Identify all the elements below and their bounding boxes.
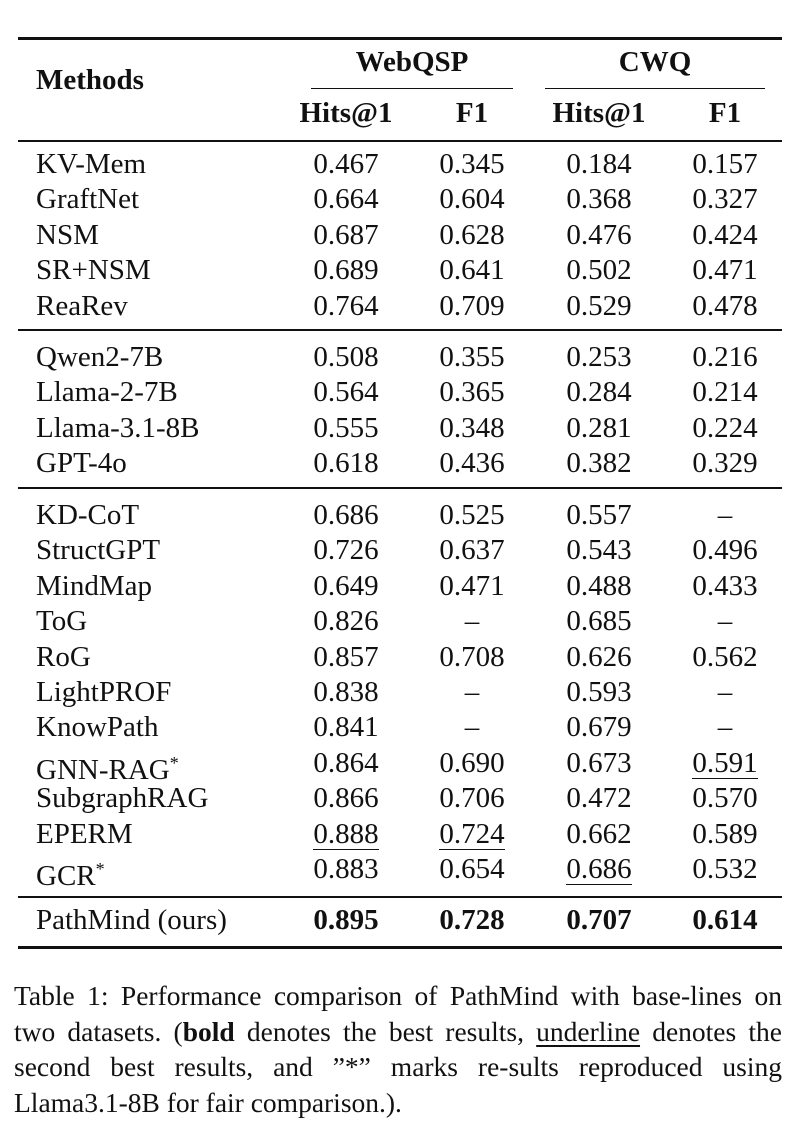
metric-value-text: 0.724: [439, 817, 505, 850]
metric-value: [665, 903, 785, 937]
metric-value: [665, 289, 785, 323]
metric-value: [539, 746, 659, 780]
metric-value: [286, 375, 406, 409]
metric-value-text: 0.562: [692, 640, 758, 673]
metric-value: [665, 253, 785, 287]
metric-header-cwq-hits1: Hits@1: [552, 97, 646, 129]
metric-value-text: 0.216: [692, 341, 758, 373]
metric-value-text: 0.589: [692, 817, 758, 850]
metric-value-text: 0.626: [566, 640, 632, 673]
metric-value-text: 0.570: [692, 782, 758, 815]
method-name: KD-CoT: [36, 499, 140, 531]
metric-value-text: 0.529: [566, 289, 632, 322]
metric-value: [665, 710, 785, 744]
method-name: SubgraphRAG: [36, 782, 209, 815]
metric-value-text: –: [717, 711, 733, 744]
metric-value: [539, 218, 659, 252]
metric-value-text: 0.641: [439, 254, 505, 287]
metric-value: [665, 533, 785, 567]
section-rule: [18, 487, 782, 489]
metric-value: [412, 375, 532, 409]
metric-value: [665, 182, 785, 216]
metric-value: [665, 446, 785, 480]
metric-value: [286, 147, 406, 181]
metric-value: [286, 675, 406, 709]
metric-value-text: 0.706: [439, 782, 505, 815]
metric-value-text: 0.708: [439, 640, 505, 673]
webqsp-cmidrule: [311, 88, 513, 89]
metric-value-text: 0.689: [313, 254, 379, 287]
metric-value-text: 0.686: [313, 499, 379, 531]
metric-value: [539, 533, 659, 567]
metric-value: [539, 253, 659, 287]
metric-value-text: 0.764: [313, 289, 379, 322]
metric-value: [539, 675, 659, 709]
metric-value-text: 0.895: [313, 904, 379, 936]
metric-value: [286, 253, 406, 287]
metric-value: [286, 411, 406, 445]
metric-value-text: 0.604: [439, 183, 505, 216]
metric-value-text: 0.471: [692, 254, 758, 287]
cwq-cmidrule: [545, 88, 765, 89]
metric-value-text: 0.543: [566, 534, 632, 567]
metric-value-text: 0.424: [692, 218, 758, 251]
metric-value-text: 0.628: [439, 218, 505, 251]
metric-value: [412, 640, 532, 674]
metric-value-text: 0.687: [313, 218, 379, 251]
method-name: ToG: [36, 605, 88, 638]
method-name: KnowPath: [36, 711, 159, 744]
metric-value-text: 0.508: [313, 341, 379, 373]
metric-value: [539, 640, 659, 674]
metric-value-text: 0.345: [439, 148, 505, 180]
metric-value-text: –: [717, 499, 733, 531]
metric-value-text: 0.857: [313, 640, 379, 673]
metric-value: [412, 182, 532, 216]
metric-value-text: 0.488: [566, 569, 632, 602]
metric-value-text: 0.348: [439, 411, 505, 444]
method-name: RoG: [36, 640, 91, 673]
metric-value-text: 0.726: [313, 534, 379, 567]
metric-value: [665, 746, 785, 780]
metric-value: [665, 852, 785, 886]
metric-value-text: 0.478: [692, 289, 758, 322]
results-table: [18, 0, 782, 950]
metric-header-webqsp-hits1: Hits@1: [299, 97, 393, 129]
metric-value-text: 0.649: [313, 569, 379, 602]
metric-value: [665, 569, 785, 603]
method-name: EPERM: [36, 817, 133, 850]
metric-value-text: 0.614: [692, 904, 758, 936]
method-name: Llama-3.1-8B: [36, 411, 200, 444]
metric-value: [286, 569, 406, 603]
section-rule: [18, 329, 782, 331]
metric-value: [539, 569, 659, 603]
metric-value: [412, 710, 532, 744]
caption-text-2: denotes the best results,: [234, 1015, 537, 1047]
metric-value: [539, 852, 659, 886]
method-name: KV-Mem: [36, 148, 147, 180]
metric-value: [539, 340, 659, 374]
metric-value: [539, 604, 659, 638]
caption-bold-word: bold: [182, 1015, 235, 1047]
metric-value-text: 0.284: [566, 376, 632, 409]
metric-value: [665, 781, 785, 815]
metric-value-text: 0.436: [439, 447, 505, 480]
method-name: LightPROF: [36, 676, 172, 708]
metric-value: [412, 289, 532, 323]
metric-value-text: 0.686: [566, 853, 632, 885]
metric-value: [286, 604, 406, 638]
metric-value-text: 0.281: [566, 411, 632, 444]
metric-value: [286, 182, 406, 216]
metric-value: [286, 498, 406, 532]
method-name: GCR*: [36, 859, 105, 892]
metric-value: [539, 446, 659, 480]
metric-value-text: 0.690: [439, 746, 505, 779]
metric-value: [412, 746, 532, 780]
metric-value-text: 0.557: [566, 499, 632, 531]
caption-underline-word: underline: [536, 1015, 641, 1047]
metric-value: [665, 147, 785, 181]
metric-value-text: 0.467: [313, 148, 379, 180]
metric-value: [665, 604, 785, 638]
method-name: ReaRev: [36, 289, 128, 322]
metric-value-text: 0.664: [313, 183, 379, 216]
metric-value: [286, 218, 406, 252]
table-caption: [14, 978, 782, 1120]
metric-value-text: 0.591: [692, 746, 758, 779]
metric-value: [665, 498, 785, 532]
metric-value-text: 0.618: [313, 447, 379, 480]
metric-value: [286, 340, 406, 374]
metric-value: [286, 781, 406, 815]
caption-text-1: Table 1: Performance comparison of PathMind with base-lines on two datasets. (: [14, 980, 782, 1047]
metric-value: [412, 781, 532, 815]
metric-value: [286, 446, 406, 480]
metric-value-text: 0.496: [692, 534, 758, 567]
top-rule: [18, 37, 782, 40]
metric-value-text: 0.662: [566, 817, 632, 850]
metric-value: [286, 289, 406, 323]
method-name: SR+NSM: [36, 254, 151, 287]
metric-value: [286, 533, 406, 567]
metric-value-text: 0.253: [566, 341, 632, 373]
metric-value: [412, 852, 532, 886]
metric-value: [412, 817, 532, 851]
section-rule: [18, 896, 782, 898]
metric-value: [412, 340, 532, 374]
metric-value: [539, 411, 659, 445]
metric-value-text: –: [717, 605, 733, 638]
caption-text-3: denotes the second best results, and ”*” marks re-sults reproduced using Llama3.1-8B for fair comparison.).: [14, 1015, 782, 1118]
metric-value: [665, 218, 785, 252]
metric-value: [412, 675, 532, 709]
metric-value: [412, 147, 532, 181]
metric-value: [539, 903, 659, 937]
method-name: GraftNet: [36, 183, 140, 216]
metric-value: [539, 781, 659, 815]
metric-value-text: 0.709: [439, 289, 505, 322]
metric-value: [665, 411, 785, 445]
metric-value: [412, 604, 532, 638]
methods-header: Methods: [36, 64, 144, 96]
metric-value-text: 0.593: [566, 676, 632, 708]
metric-value-text: 0.707: [566, 904, 632, 936]
metric-value-text: 0.637: [439, 534, 505, 567]
metric-value: [665, 375, 785, 409]
metric-value-text: 0.838: [313, 676, 379, 708]
metric-value: [665, 340, 785, 374]
metric-value-text: –: [464, 676, 480, 708]
header-rule: [18, 140, 782, 142]
metric-value: [665, 675, 785, 709]
metric-value-text: 0.471: [439, 569, 505, 602]
metric-value: [539, 498, 659, 532]
method-name: Qwen2-7B: [36, 341, 164, 373]
method-name: StructGPT: [36, 534, 161, 567]
metric-value-text: 0.433: [692, 569, 758, 602]
metric-value: [412, 411, 532, 445]
metric-value-text: 0.157: [692, 148, 758, 180]
group-header-webqsp: WebQSP: [355, 46, 469, 78]
metric-value: [412, 218, 532, 252]
metric-value-text: 0.826: [313, 605, 379, 638]
metric-value-text: 0.685: [566, 605, 632, 638]
method-name: GPT-4o: [36, 447, 127, 480]
metric-value-text: 0.214: [692, 376, 758, 409]
metric-value: [412, 253, 532, 287]
metric-value-text: 0.866: [313, 782, 379, 815]
metric-value: [286, 817, 406, 851]
metric-value: [412, 498, 532, 532]
method-name: PathMind (ours): [36, 904, 227, 936]
metric-value: [412, 446, 532, 480]
metric-value: [412, 533, 532, 567]
metric-header-cwq-f1: F1: [708, 97, 742, 129]
metric-value-text: 0.888: [313, 817, 379, 850]
metric-value-text: 0.654: [439, 853, 505, 885]
metric-value-text: 0.728: [439, 904, 505, 936]
metric-value: [412, 569, 532, 603]
group-header-cwq: CWQ: [618, 46, 692, 78]
reproduced-marker: *: [169, 752, 179, 773]
metric-value-text: 0.365: [439, 376, 505, 409]
metric-value-text: 0.864: [313, 746, 379, 779]
metric-header-webqsp-f1: F1: [455, 97, 489, 129]
metric-value-text: 0.532: [692, 853, 758, 885]
metric-value-text: 0.525: [439, 499, 505, 531]
metric-value: [539, 817, 659, 851]
metric-value-text: 0.224: [692, 411, 758, 444]
metric-value-text: 0.841: [313, 711, 379, 744]
metric-value-text: 0.184: [566, 148, 632, 180]
metric-value-text: 0.476: [566, 218, 632, 251]
metric-value: [286, 852, 406, 886]
metric-value-text: 0.382: [566, 447, 632, 480]
metric-value: [412, 903, 532, 937]
metric-value-text: 0.673: [566, 746, 632, 779]
metric-value-text: 0.564: [313, 376, 379, 409]
metric-value: [286, 640, 406, 674]
metric-value-text: 0.355: [439, 341, 505, 373]
metric-value-text: 0.555: [313, 411, 379, 444]
metric-value: [665, 817, 785, 851]
method-name: GNN-RAG*: [36, 752, 179, 786]
metric-value: [539, 147, 659, 181]
metric-value: [286, 710, 406, 744]
metric-value: [539, 182, 659, 216]
metric-value: [286, 903, 406, 937]
metric-value: [665, 640, 785, 674]
method-name: NSM: [36, 218, 99, 251]
method-name: Llama-2-7B: [36, 376, 178, 409]
metric-value-text: 0.327: [692, 183, 758, 216]
metric-value-text: 0.472: [566, 782, 632, 815]
metric-value: [539, 375, 659, 409]
metric-value-text: 0.329: [692, 447, 758, 480]
metric-value-text: 0.679: [566, 711, 632, 744]
metric-value-text: 0.883: [313, 853, 379, 885]
metric-value: [539, 710, 659, 744]
reproduced-marker: *: [95, 859, 105, 879]
method-name: MindMap: [36, 569, 152, 602]
metric-value-text: –: [717, 676, 733, 708]
metric-value-text: 0.502: [566, 254, 632, 287]
metric-value-text: –: [464, 711, 480, 744]
metric-value: [539, 289, 659, 323]
metric-value-text: –: [464, 605, 480, 638]
metric-value-text: 0.368: [566, 183, 632, 216]
metric-value: [286, 746, 406, 780]
bottom-rule: [18, 946, 782, 949]
